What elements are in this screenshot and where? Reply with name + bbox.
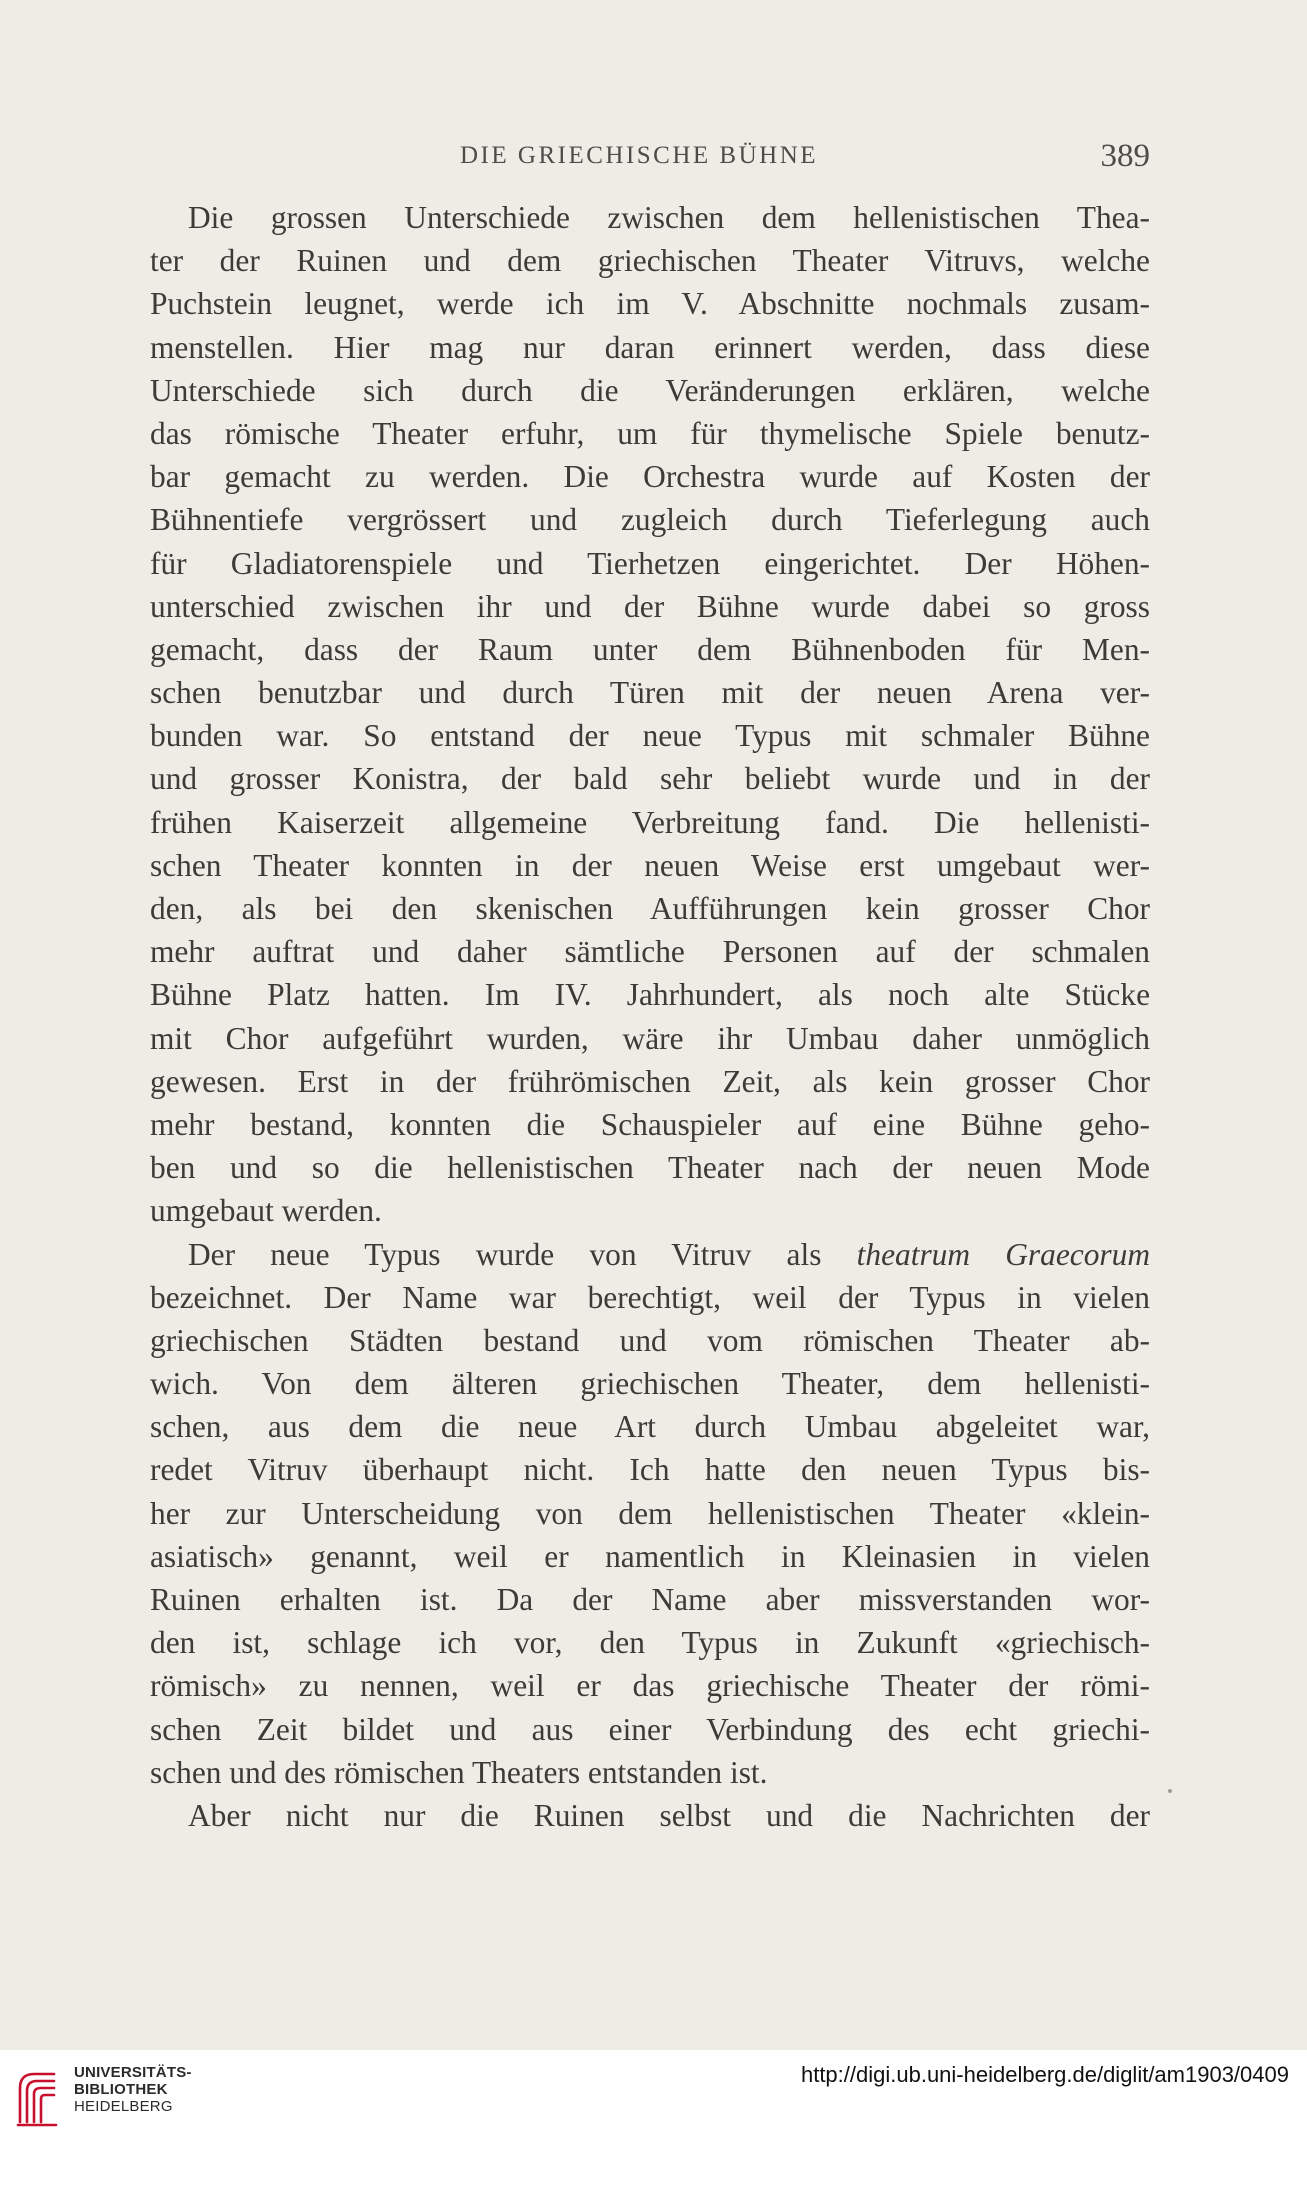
running-title: DIE GRIECHISCHE BÜHNE [460,142,819,169]
text-line: unterschied zwischen ihr und der Bühne wurde dabei so gross [150,588,1150,624]
text-line: ben und so die hellenistischen Theater nach der neuen Mode [150,1150,1150,1186]
italic-term: theatrum Graecorum [856,1236,1150,1272]
page-number: 389 [1100,138,1150,174]
permalink-url[interactable]: http://digi.ub.uni-heidelberg.de/diglit/am1903/0409 [800,2062,1289,2087]
text-line: her zur Unterscheidung von dem hellenistischen Theater «klein- [150,1495,1150,1531]
text-line: bar gemacht zu werden. Die Orchestra wurde auf Kosten der [150,459,1150,495]
text-line: bunden war. So entstand der neue Typus mit schmaler Bühne [150,718,1150,754]
ub-heidelberg-logo-icon [14,2066,62,2130]
text-line: und grosser Konistra, der bald sehr beliebt wurde und in der [150,761,1150,797]
text-line: gewesen. Erst in der frührömischen Zeit, als kein grosser Chor [150,1063,1150,1099]
text-line: für Gladiatorenspiele und Tierhetzen eingerichtet. Der Höhen- [150,545,1150,581]
text-line [150,1233,1150,1276]
text-line: menstellen. Hier mag nur daran erinnert werden, dass diese [150,329,1150,365]
text-line: Bühnentiefe vergrössert und zugleich durch Tieferlegung auch [150,502,1150,538]
text-line: das römische Theater erfuhr, um für thymelische Spiele benutz- [150,415,1150,451]
text-line: Ruinen erhalten ist. Da der Name aber missverstanden wor- [150,1582,1150,1617]
text-line: Unterschiede sich durch die Veränderungen erklären, welche [150,372,1150,408]
text-line: schen, aus dem die neue Art durch Umbau abgeleitet war, [150,1409,1150,1445]
text-line: mit Chor aufgeführt wurden, wäre ihr Umbau daher unmöglich [150,1020,1150,1056]
text-fragment: Der neue Typus wurde von Vitruv als [188,1236,822,1272]
running-head [150,138,1150,182]
text-line: bezeichnet. Der Name war berechtigt, weil der Typus in vielen [150,1279,1150,1315]
text-line: redet Vitruv überhaupt nicht. Ich hatte den neuen Typus bis- [150,1452,1150,1488]
text-line: asiatisch» genannt, weil er namentlich in Kleinasien in vielen [150,1538,1150,1574]
text-line: schen und des römischen Theaters entstanden ist. [150,1754,768,1790]
text-line: schen Theater konnten in der neuen Weise erst umgebaut wer- [150,847,1150,883]
text-line: mehr auftrat und daher sämtliche Personen auf der schmalen [150,934,1150,970]
text-line: griechischen Städten bestand und vom römischen Theater ab- [150,1322,1150,1358]
library-name [74,2064,192,2115]
text-line: Die grossen Unterschiede zwischen dem hellenistischen Thea- [188,200,1150,235]
body-text [150,196,1150,1837]
text-line: schen Zeit bildet und aus einer Verbindung des echt griechi- [150,1711,1150,1747]
library-name-line: BIBLIOTHEK [74,2081,168,2098]
text-line: Puchstein leugnet, werde ich im V. Abschnitte nochmals zusam- [150,286,1150,322]
paper-speck [1168,1789,1172,1793]
text-line: mehr bestand, konnten die Schauspieler auf eine Bühne geho- [150,1106,1150,1142]
text-line: den, als bei den skenischen Aufführungen kein grosser Chor [150,891,1150,926]
text-line: umgebaut werden. [150,1193,382,1229]
text-line: wich. Von dem älteren griechischen Theater, dem hellenisti- [150,1366,1150,1402]
text-line: ter der Ruinen und dem griechischen Theater Vitruvs, welche [150,243,1150,279]
text-line: den ist, schlage ich vor, den Typus in Zukunft «griechisch- [150,1625,1150,1661]
text-line: Aber nicht nur die Ruinen selbst und die Nachrichten der [188,1797,1150,1833]
library-name-line: HEIDELBERG [74,2098,173,2115]
text-line: gemacht, dass der Raum unter dem Bühnenboden für Men- [150,631,1150,667]
text-line: römisch» zu nennen, weil er das griechische Theater der römi- [150,1668,1150,1704]
footer-bar [0,2050,1307,2204]
text-line: frühen Kaiserzeit allgemeine Verbreitung fand. Die hellenisti- [150,804,1150,840]
library-name-line: UNIVERSITÄTS- [74,2064,192,2081]
text-line: Bühne Platz hatten. Im IV. Jahrhundert, als noch alte Stücke [150,977,1150,1013]
text-line: schen benutzbar und durch Türen mit der neuen Arena ver- [150,675,1150,711]
